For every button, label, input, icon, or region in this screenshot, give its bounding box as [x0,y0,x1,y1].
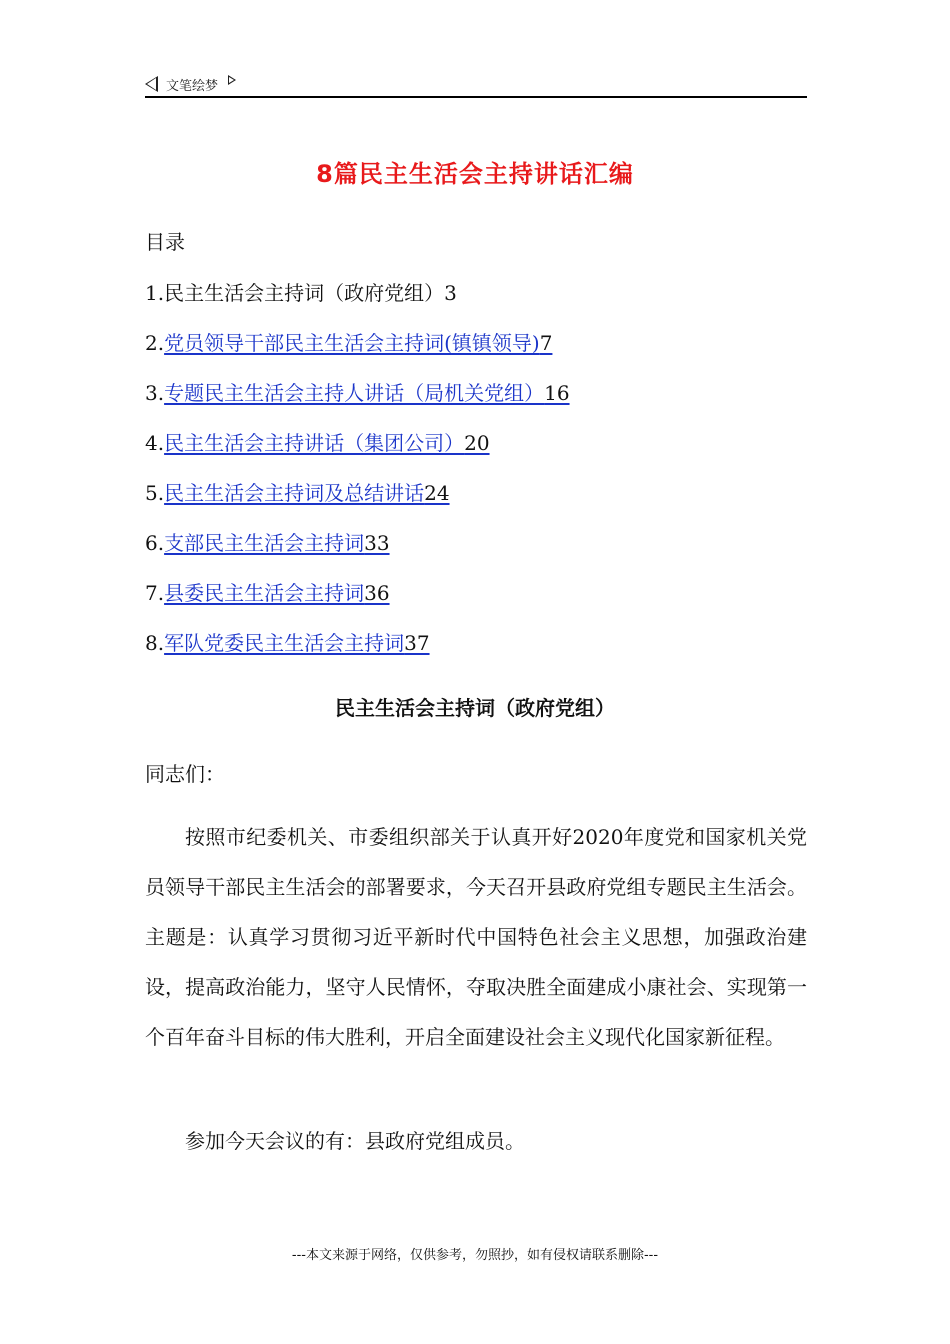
toc-item-1 [145,278,570,328]
toc-item-page: 3 [444,281,457,305]
salutation: 同志们： [145,762,225,786]
toc-item-5 [145,478,570,528]
toc-item-text: 军队党委民主生活会主持词 [164,631,405,655]
toc-item-page: 24 [424,481,450,505]
body-paragraph: 参加今天会议的有：县政府党组成员。 [185,1129,525,1153]
toc-link-6[interactable] [164,531,389,555]
toc-link-2[interactable] [164,331,552,355]
toc-item-number: 2. [145,331,165,355]
toc-link-7[interactable] [164,581,389,605]
toc-item-text: 民主生活会主持词及总结讲话 [164,481,425,505]
toc-item-3 [145,378,570,428]
body-paragraph: 按照市纪委机关、市委组织部关于认真开好2020年度党和国家机关党员领导干部民主生活会的部署要求，今天召开县政府党组专题民主生活会。主题是：认真学习贯彻习近平新时代中国特色社会主义思想，加强政治建设，提高政治能力，坚守人民情怀，夺取决胜全面建成小康社会、实现第一个百年奋斗目标的伟大胜利，开启全面建设社会主义现代化国家新征程。 [145,825,807,1049]
toc-item-number: 5. [145,481,165,505]
toc-item-page: 16 [544,381,570,405]
toc-item-number: 8. [145,631,165,655]
toc-item-text: 支部民主生活会主持词 [164,531,365,555]
toc-link-3[interactable] [164,381,569,405]
toc-item-text: 民主生活会主持词（政府党组） [164,281,445,305]
toc-item-2 [145,328,570,378]
toc-item-8 [145,628,570,678]
header-brand: 文笔绘梦 [166,78,219,94]
toc-link-8[interactable] [164,631,429,655]
toc-item-page: 36 [364,581,390,605]
triangle-left-icon [145,76,158,92]
triangle-right-icon [228,75,236,85]
toc-item-number: 7. [145,581,165,605]
toc-item-page: 7 [539,331,553,355]
toc-item-text: 专题民主生活会主持人讲话（局机关党组） [164,381,545,405]
toc-item-text: 民主生活会主持讲话（集团公司） [164,431,465,455]
toc-item-text: 县委民主生活会主持词 [164,581,365,605]
table-of-contents [145,278,570,678]
toc-item-page: 20 [464,431,490,455]
section-title: 民主生活会主持词（政府党组） [335,696,615,720]
toc-item-text: 党员领导干部民主生活会主持词(镇镇领导) [164,331,540,355]
toc-item-7 [145,578,570,628]
document-title: 8篇民主生活会主持讲话汇编 [316,160,634,188]
toc-item-number: 3. [145,381,165,405]
toc-item-page: 37 [404,631,430,655]
page-footer: ---本文来源于网络，仅供参考，勿照抄，如有侵权请联系删除--- [291,1248,659,1263]
toc-item-page: 33 [364,531,390,555]
page-header [145,72,807,98]
toc-item-6 [145,528,570,578]
toc-heading: 目录 [145,230,185,254]
toc-item-number: 6. [145,531,165,555]
toc-item-number: 1. [145,281,165,305]
toc-link-4[interactable] [164,431,489,455]
toc-link-5[interactable] [164,481,449,505]
toc-item-4 [145,428,570,478]
toc-item-number: 4. [145,431,165,455]
